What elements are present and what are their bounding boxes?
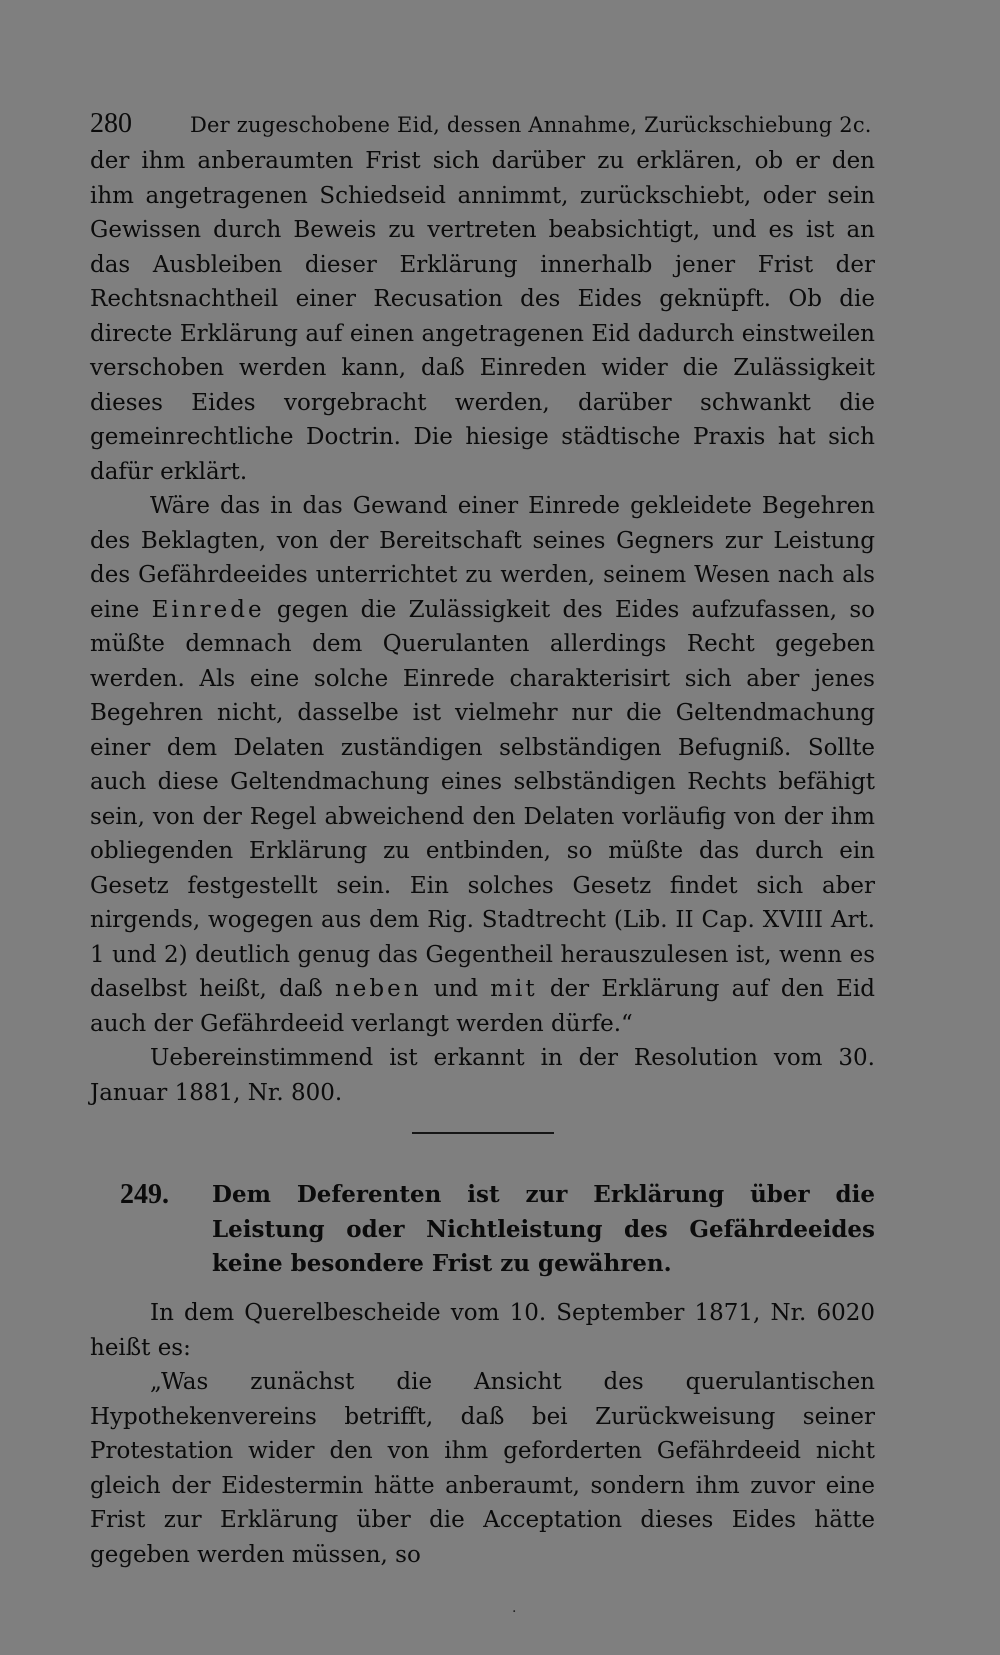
paragraph-text: und	[421, 976, 491, 1002]
section-249	[90, 1178, 875, 1282]
running-title: Der zugeschobene Eid, dessen Annahme, Zurückschiebung 2c.	[190, 113, 872, 137]
section-number: 249.	[120, 1179, 169, 1210]
section-title: Dem Deferenten ist zur Erklärung über die Leistung oder Nichtleistung des Gefährdeeides keine besondere Frist zu gewähren.	[212, 1181, 875, 1277]
running-head	[90, 104, 875, 144]
footer-mark: ·	[512, 1604, 517, 1620]
emphasized-word: Einrede	[151, 596, 265, 623]
paragraph-querel: In dem Querelbescheide vom 10. September 1871, Nr. 6020 heißt es:	[90, 1300, 875, 1361]
paragraph-text: gegen die Zulässigkeit des Eides aufzufassen, so müßte demnach dem Querulanten allerdings Recht gegeben werden. Als eine solche Einrede charakterisirt sich aber jenes Begehren nicht, dasselbe ist vielmehr nur die Geltendmachung einer dem Delaten zuständigen selbständigen Befugniß. Sollte auch diese Geltendmachung eines selbständigen Rechts befähigt sein, von der Regel abweichend den Delaten vorläufig von der ihm obliegenden Erklärung zu entbinden, so müßte das durch ein Gesetz festgestellt sein. Ein solches Gesetz findet sich aber nirgends, wogegen aus dem Rig. Stadtrecht (Lib. II Cap. XVIII Art. 1 und 2) deutlich genug das Gegentheil herauszulesen ist, wenn es daselbst heißt, daß	[90, 596, 875, 1002]
paragraph-text: der Erklärung auf den Eid auch der Gefährdeeid verlangt werden dürfe.“	[90, 976, 875, 1037]
section-divider	[412, 1132, 554, 1134]
emphasized-word: neben	[334, 976, 422, 1002]
paragraph-continued: der ihm anberaumten Frist sich darüber zu erklären, ob er den ihm angetragenen Schiedseid annimmt, zurückschiebt, oder sein Gewissen durch Beweis zu vertreten beabsichtigt, und es ist an das Ausbleiben dieser Erklärung innerhalb jener Frist der Rechtsnachtheil einer Recusation des Eides geknüpft. Ob die directe Erklärung auf einen angetragenen Eid dadurch einstweilen verschoben werden kann, daß Einreden wider die Zulässigkeit dieses Eides vorgebracht werden, darüber schwankt die gemeinrechtliche Doctrin. Die hiesige städtische Praxis hat sich dafür erklärt.	[90, 148, 875, 485]
paragraph-quote: „Was zunächst die Ansicht des querulantischen Hypothekenvereins betrifft, daß bei Zurückweisung seiner Protestation wider den von ihm geforderten Gefährdeeid nicht gleich der Eidestermin hätte anberaumt, sondern ihm zuvor eine Frist zur Erklärung über die Acceptation dieses Eides hätte gegeben werden müssen, so	[90, 1369, 875, 1568]
page-content	[90, 104, 875, 1572]
page-number: 280	[90, 108, 132, 139]
paragraph-resolution: Uebereinstimmend ist erkannt in der Resolution vom 30. Januar 1881, Nr. 800.	[90, 1045, 875, 1106]
emphasized-word: mit	[490, 976, 538, 1002]
paragraph-text: Wäre das in das Gewand einer Einrede gekleidete Begehren des Beklagten, von der Bereitschaft seines Gegners zur Leistung des Gefährdeeides unterrichtet zu werden, seinem Wesen nach als eine	[90, 493, 875, 623]
paragraph-argument	[90, 489, 875, 1041]
